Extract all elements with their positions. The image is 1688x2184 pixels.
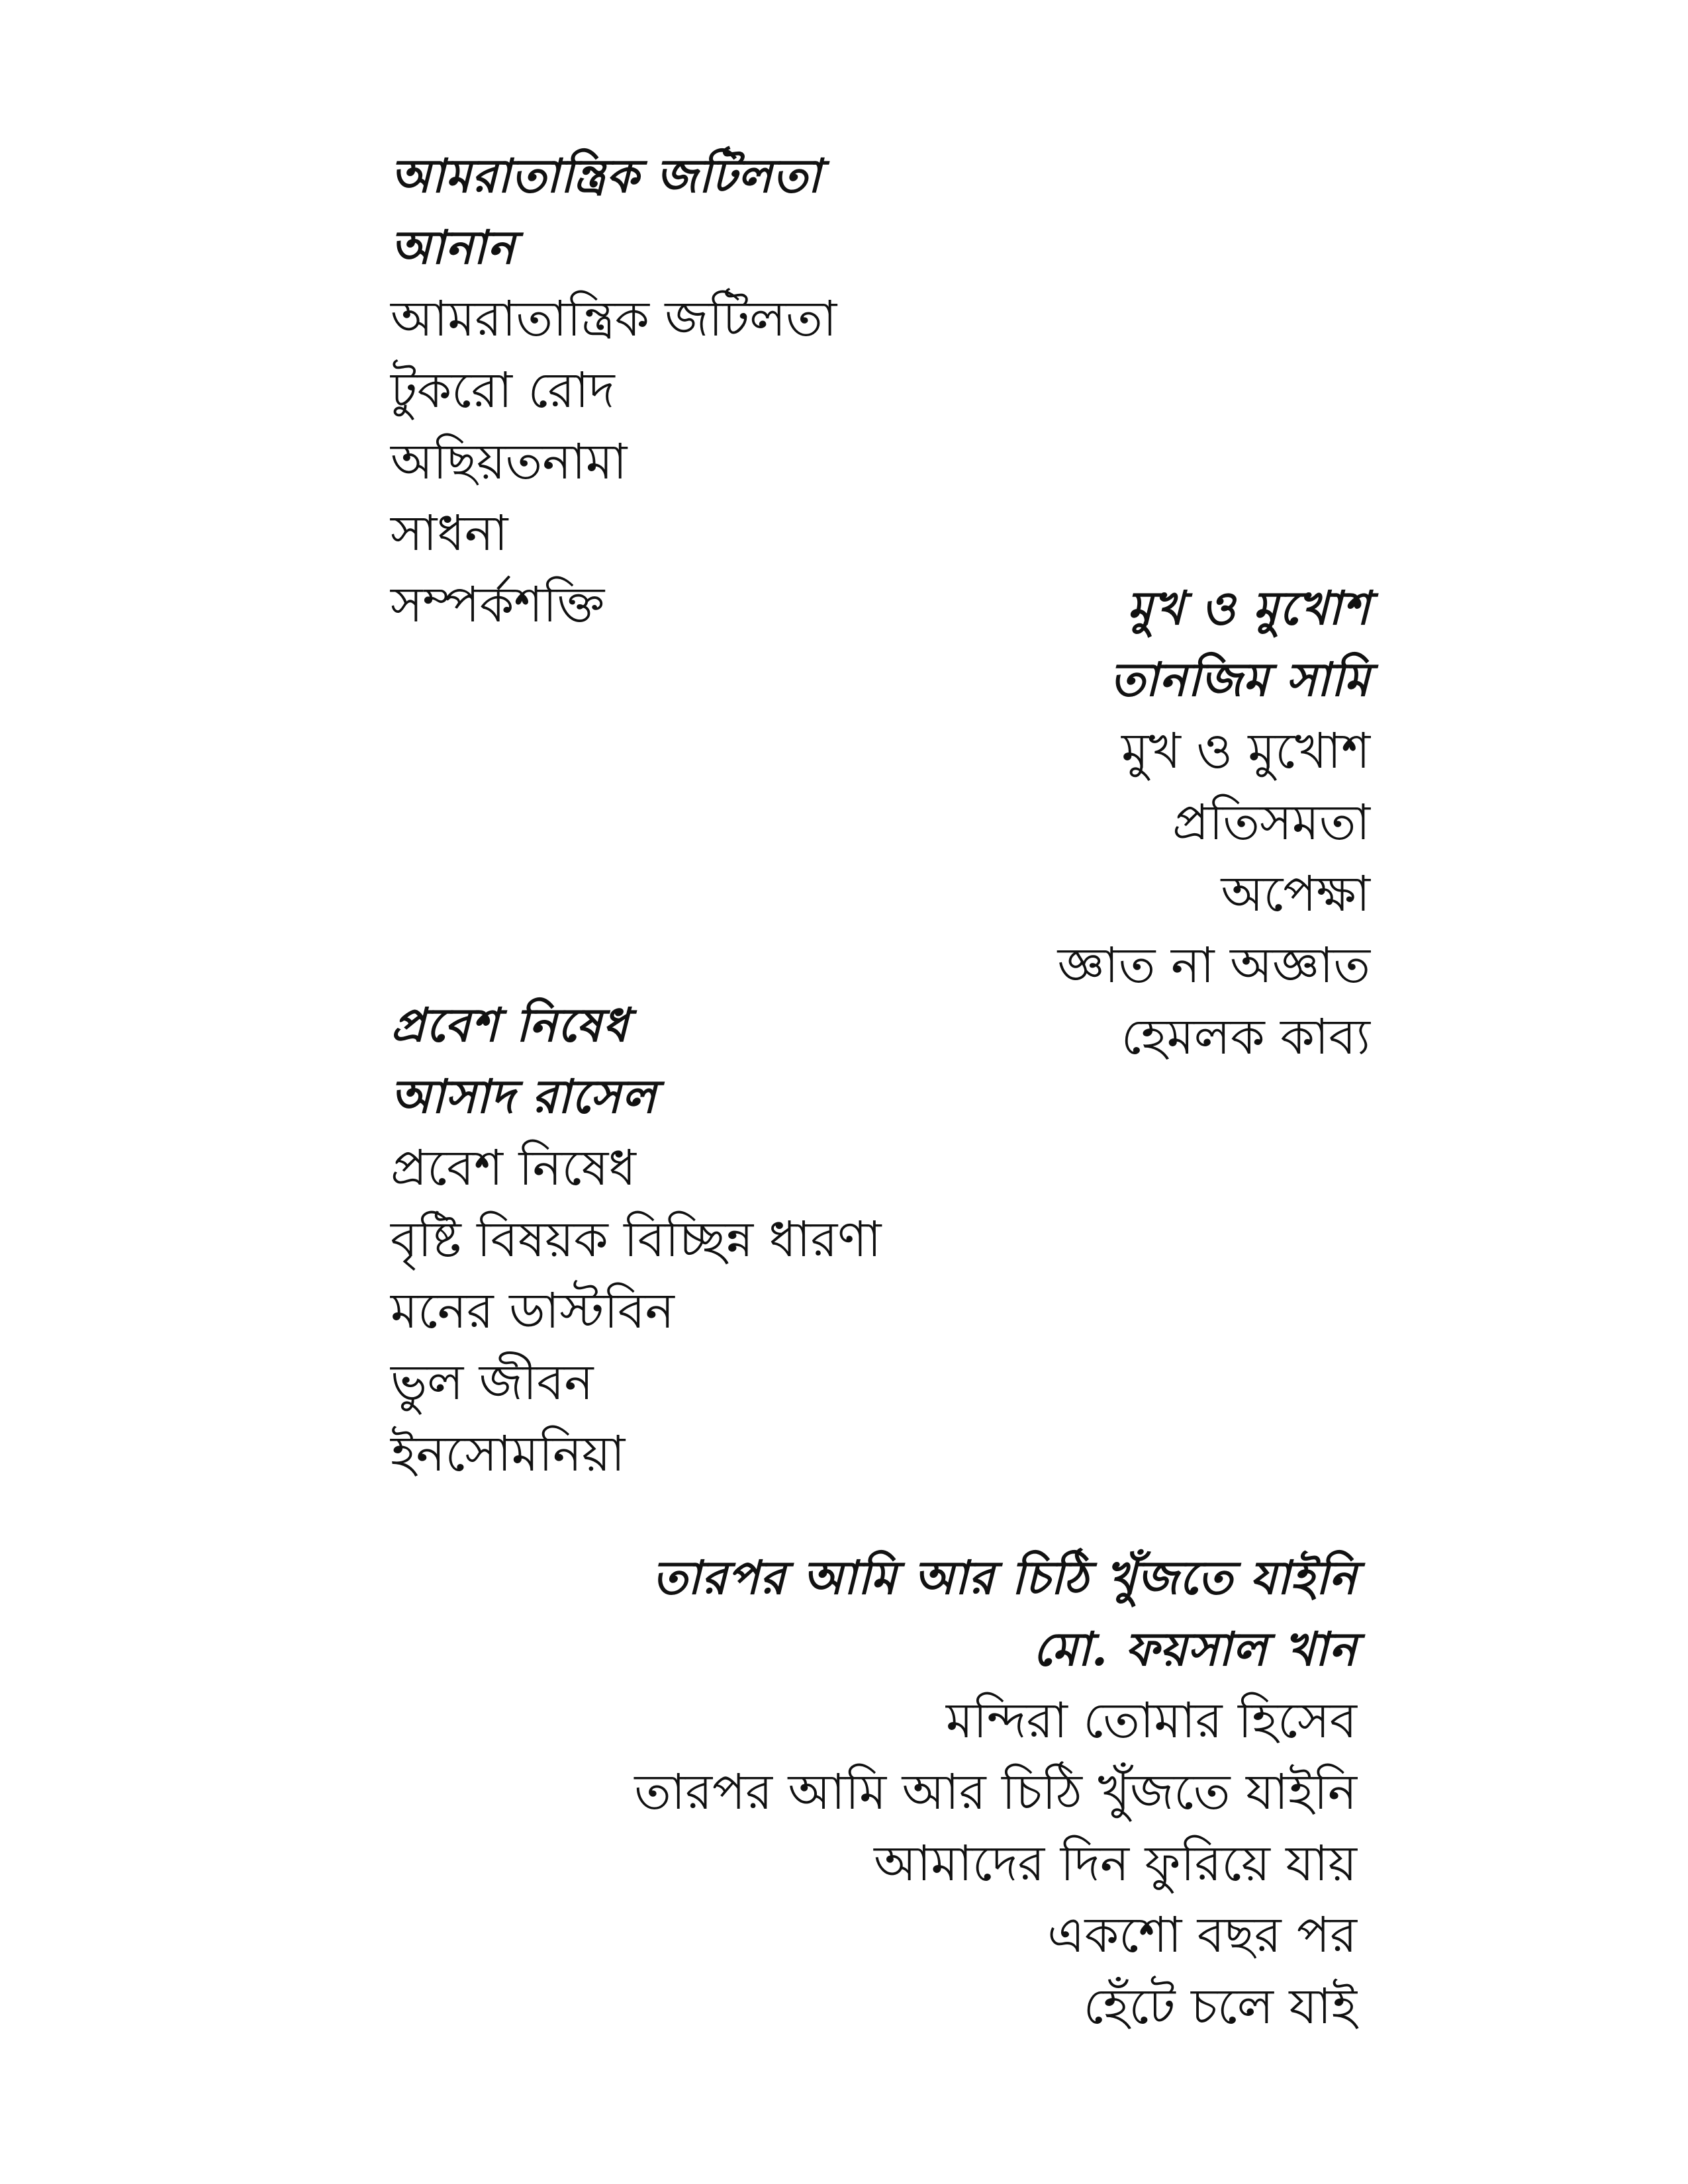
book-entry-amratantrik [391, 140, 837, 641]
poem-item: আমাদের দিন ফুরিয়ে যায় [874, 1835, 1357, 1892]
poem-item: মনের ডাস্টবিন [391, 1283, 675, 1340]
book-title: প্রবেশ নিষেধ [391, 997, 629, 1052]
book-author: তানজিম সামি [1110, 652, 1370, 707]
poem-list [391, 283, 837, 641]
book-entry-mukh-o-mukhosh [1058, 572, 1370, 1073]
poem-item: হেমলক কাব্য [1121, 1009, 1370, 1066]
poem-item: টুকরো রোদ [391, 362, 615, 419]
poem-item: হেঁটে চলে যাই [1083, 1978, 1357, 2035]
poem-item: বৃষ্টি বিষয়ক বিচ্ছিন্ন ধারণা [391, 1211, 882, 1268]
poem-item: ইনসোমনিয়া [391, 1426, 626, 1482]
poem-list [391, 1132, 881, 1490]
poem-item: মন্দিরা তোমার হিসেব [946, 1692, 1357, 1749]
book-entry-tarpor-ami [634, 1542, 1357, 2042]
poem-item: প্রতিসমতা [1172, 794, 1370, 851]
poem-item: সম্পর্কশক্তি [391, 576, 605, 633]
poem-item: তারপর আমি আর চিঠি খুঁজতে যাইনি [634, 1764, 1357, 1821]
poem-item: প্রবেশ নিষেধ [391, 1140, 636, 1197]
poem-item: ভুল জীবন [391, 1354, 594, 1411]
book-title: তারপর আমি আর চিঠি খুঁজতে যাইনি [652, 1550, 1357, 1605]
book-author: মো. ফয়সাল খান [1033, 1621, 1357, 1676]
book-entry-probesh-nishedh [391, 989, 881, 1490]
poem-item: মুখ ও মুখোশ [1121, 723, 1370, 780]
poem-item: অপেক্ষা [1221, 866, 1370, 923]
poem-item: সাধনা [391, 505, 508, 562]
book-title: আমরাতান্ত্রিক জটিলতা [391, 148, 821, 203]
poem-list [1058, 715, 1370, 1073]
poem-list [634, 1685, 1357, 2042]
book-title: মুখ ও মুখোশ [1127, 580, 1370, 635]
book-author: আনান [391, 220, 516, 275]
poem-item: অছিয়তনামা [391, 433, 628, 490]
book-author: আসাদ রাসেল [391, 1069, 657, 1124]
poem-item: জ্ঞাত না অজ্ঞাত [1057, 937, 1370, 994]
poem-item: একশো বছর পর [1047, 1907, 1357, 1964]
poem-item: আমরাতান্ত্রিক জটিলতা [391, 291, 837, 347]
